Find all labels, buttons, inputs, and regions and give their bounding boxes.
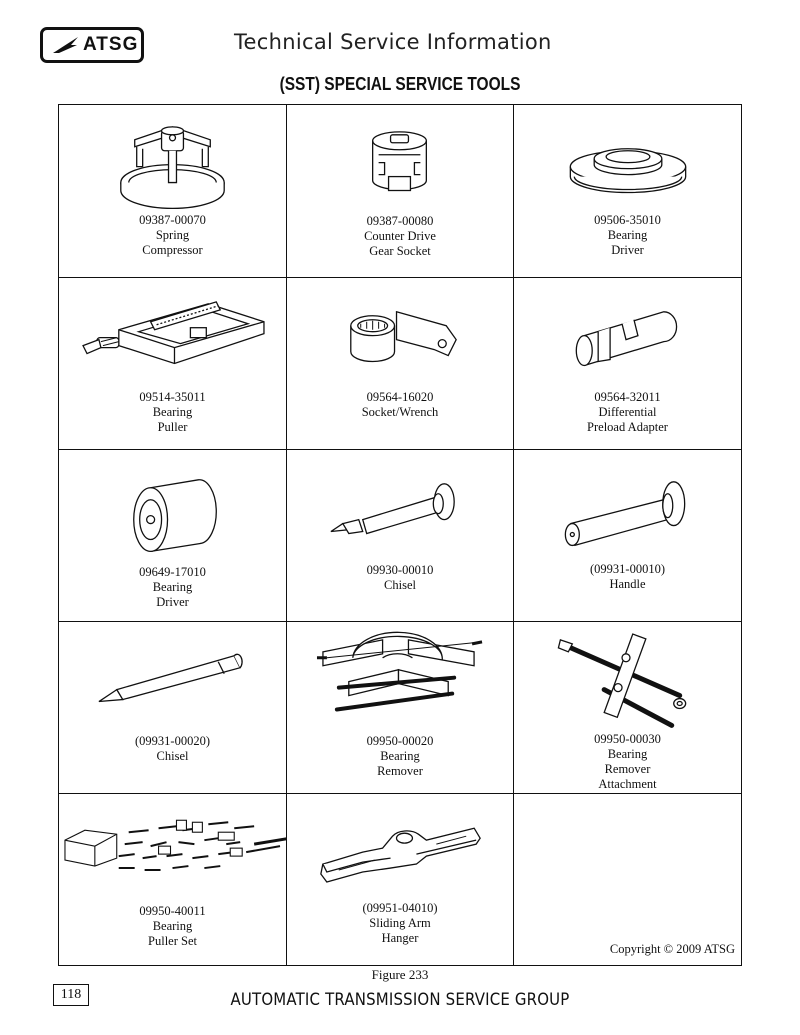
part-number: (09931-00010) [590,562,665,576]
tool-cell [59,622,287,794]
tool-name: Remover [377,764,423,778]
tool-name: Spring [155,228,190,242]
tool-cell [287,450,514,622]
tool-caption [59,213,286,258]
tool-caption [287,734,513,779]
tool-name: Bearing [607,747,648,761]
page-number: 118 [53,984,89,1006]
tool-caption [287,390,513,420]
socket-wrench-icon [287,278,513,449]
part-number: (09951-04010) [362,901,438,915]
part-number: 09950-00030 [594,732,661,746]
copyright-notice: Copyright © 2009 ATSG [609,942,735,956]
part-number: 09564-16020 [366,390,434,404]
part-number: 09506-35010 [594,213,661,227]
tool-name: Hanger [381,931,419,945]
tool-cell [59,105,287,278]
tool-name: Bearing [380,749,420,763]
tool-name: Gear Socket [369,244,431,258]
tool-name: Driver [611,243,644,257]
chisel-icon [287,450,513,621]
tool-caption [59,904,286,949]
chisel-bit-icon [59,622,286,793]
document-title: (SST) SPECIAL SERVICE TOOLS [279,74,521,94]
tool-name: Bearing [152,919,193,933]
header-title: Technical Service Information [234,30,552,54]
tool-cell [287,105,514,278]
tool-caption [287,563,513,593]
empty-cell [514,794,741,965]
tool-name: Attachment [598,777,657,791]
tool-caption [514,562,741,592]
tool-caption [59,390,286,435]
part-number: 09930-00010 [366,563,434,577]
part-number: 09649-17010 [139,565,206,579]
part-number: 09514-35011 [139,390,206,404]
tool-caption [514,213,741,258]
figure-label: Figure 233 [371,967,429,982]
tool-caption [514,732,741,792]
tools-grid [58,104,742,966]
wing-icon [51,34,81,56]
part-number: 09950-00020 [366,734,434,748]
tool-name: Chisel [156,749,189,763]
tool-name: Handle [609,577,646,591]
tool-name: Chisel [384,578,416,592]
tool-name: Counter Drive [364,229,436,243]
tool-caption [514,390,741,435]
tool-cell [287,278,514,450]
part-number: 09387-00070 [139,213,206,227]
logo-text: ATSG [83,34,139,55]
tool-cell [59,278,287,450]
tool-cell [59,450,287,622]
part-number: (09931-00020) [135,734,210,748]
tool-name: Preload Adapter [587,420,668,434]
part-number: 09387-00080 [366,214,434,228]
tool-name: Differential [598,405,657,419]
part-number: 09950-40011 [139,904,206,918]
handle-icon [514,450,741,621]
tool-name: Socket/Wrench [361,405,439,419]
tool-cell [59,794,287,965]
tool-cell [514,278,741,450]
tool-caption [59,565,286,610]
tool-cell [287,622,514,794]
tool-caption [287,901,513,946]
tool-name: Driver [156,595,189,609]
atsg-logo [40,27,144,63]
tool-name: Bearing [152,580,193,594]
tool-name: Remover [604,762,651,776]
footer-text: AUTOMATIC TRANSMISSION SERVICE GROUP [230,990,570,1010]
tool-name: Compressor [142,243,203,257]
tool-name: Puller Set [148,934,197,948]
tool-cell [287,794,514,965]
tool-name: Puller [157,420,188,434]
tool-caption [59,734,286,764]
part-number: 09564-32011 [594,390,661,404]
tool-name: Sliding Arm [369,916,431,930]
tool-cell [514,450,741,622]
tool-name: Bearing [607,228,648,242]
tool-cell [514,622,741,794]
tool-cell [514,105,741,278]
tool-name: Bearing [152,405,193,419]
tool-caption [287,214,513,259]
